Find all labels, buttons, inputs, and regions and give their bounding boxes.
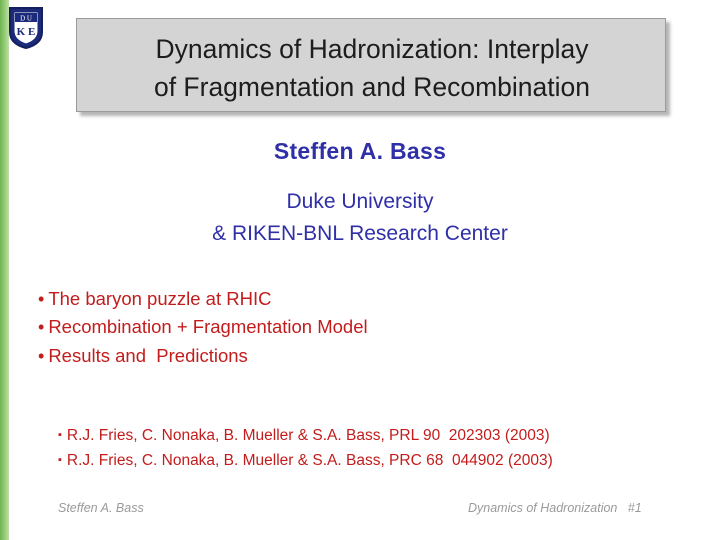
svg-text:D U: D U	[20, 14, 32, 23]
bullet-marker-icon: •	[38, 289, 45, 309]
list-item-label: Results and Predictions	[48, 344, 248, 366]
page-title	[77, 19, 667, 106]
list-item	[38, 342, 638, 370]
affiliation-line-2: & RIKEN-BNL Research Center	[212, 221, 508, 245]
author-name: Steffen A. Bass	[273, 138, 447, 164]
list-item-label: Recombination + Fragmentation Model	[48, 316, 368, 338]
affiliation	[0, 186, 720, 250]
list-item-label: The baryon puzzle at RHIC	[48, 288, 272, 309]
title-line-2: of Fragmentation and Recombination	[153, 71, 591, 102]
reference-list	[58, 423, 698, 473]
list-item	[58, 448, 698, 473]
footer-author: Steffen A. Bass	[58, 501, 144, 515]
svg-text:K E: K E	[16, 26, 36, 38]
title-box	[76, 18, 666, 112]
outline-list	[38, 285, 638, 370]
list-item	[38, 313, 638, 341]
list-item	[58, 423, 698, 448]
footer-title-page: Dynamics of Hadronization #1	[468, 501, 642, 515]
affiliation-line-1: Duke University	[286, 190, 434, 213]
bullet-marker-icon: •	[38, 317, 45, 338]
list-item	[38, 285, 638, 313]
square-bullet-icon: ▪	[58, 429, 62, 441]
title-line-1: Dynamics of Hadronization: Interplay	[155, 34, 589, 64]
duke-logo-icon	[8, 6, 44, 50]
bullet-marker-icon: •	[38, 345, 45, 366]
reference-text: R.J. Fries, C. Nonaka, B. Mueller & S.A. Bass, PRL 90 202303 (2003)	[66, 427, 550, 444]
square-bullet-icon: ▪	[58, 454, 62, 467]
reference-text: R.J. Fries, C. Nonaka, B. Mueller & S.A. Bass, PRC 68 044902 (2003)	[66, 452, 553, 470]
left-accent-bar	[0, 0, 9, 540]
